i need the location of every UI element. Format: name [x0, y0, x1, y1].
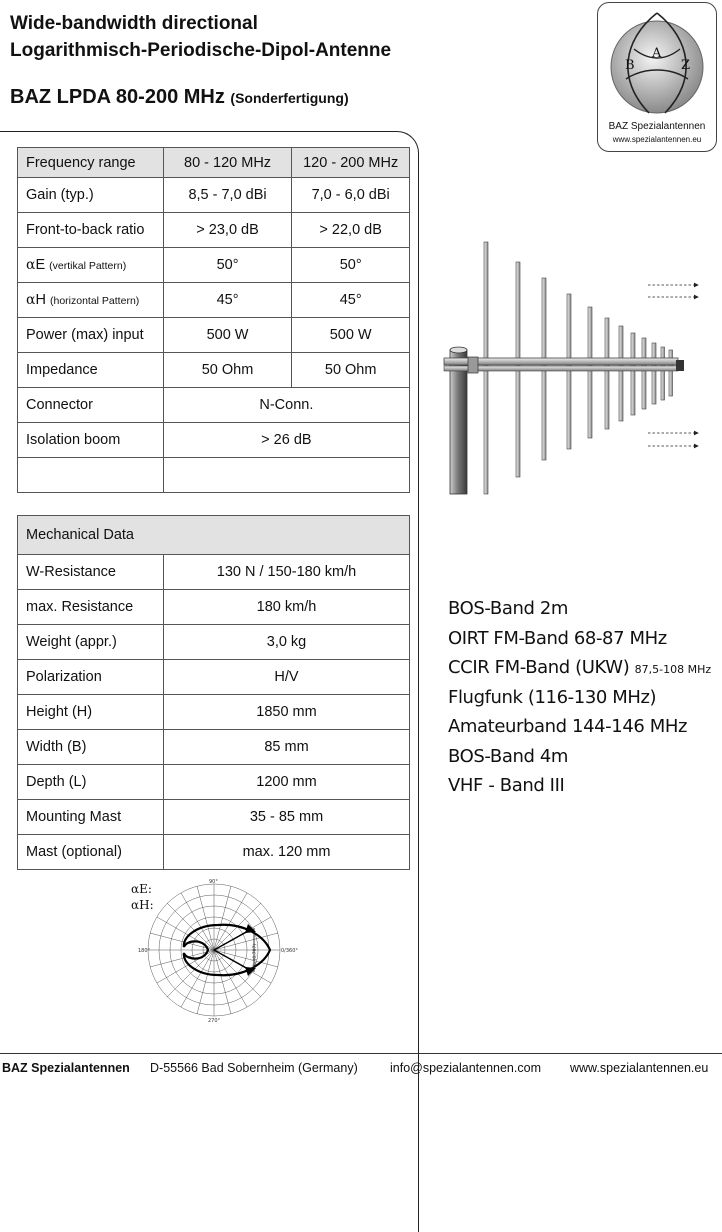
band-item: Amateurband 144-146 MHz: [448, 716, 688, 737]
table-row: [18, 248, 410, 283]
row-value: N-Conn.: [163, 388, 409, 423]
mast-icon: [450, 350, 467, 494]
row-label: Connector: [18, 388, 164, 423]
row-label: Height (H): [18, 695, 164, 730]
row-value: 35 - 85 mm: [164, 800, 410, 835]
table-row: [18, 388, 410, 423]
header-band-1: 80 - 120 MHz: [163, 148, 292, 178]
pattern-deg-left: 180°: [138, 948, 151, 954]
table-row: [18, 695, 410, 730]
row-value-2: 500 W: [292, 318, 410, 353]
table-row: [18, 318, 410, 353]
row-value-2: > 22,0 dB: [292, 213, 410, 248]
table-row: [18, 178, 410, 213]
row-label: Width (B): [18, 730, 164, 765]
footer-email[interactable]: info@spezialantennen.com: [390, 1061, 541, 1075]
logo-letter-z: Z: [681, 58, 691, 73]
table-row: [18, 765, 410, 800]
mechanical-title: Mechanical Data: [18, 516, 410, 555]
empty-cell: [18, 458, 164, 493]
row-label: Polarization: [18, 660, 164, 695]
logo-emblem-icon: [604, 9, 710, 119]
title-line-1: Wide-bandwidth directional: [10, 13, 258, 34]
row-value-1: 8,5 - 7,0 dBi: [163, 178, 292, 213]
title-line-2: Logarithmisch-Periodische-Dipol-Antenne: [10, 40, 392, 61]
band-item: BOS-Band 2m: [448, 598, 569, 619]
band-item: [448, 657, 711, 687]
row-value: H/V: [164, 660, 410, 695]
row-value-1: 50°: [163, 248, 292, 283]
antenna-illustration: [430, 230, 722, 510]
row-label: Gain (typ.): [18, 178, 164, 213]
row-label: Isolation boom: [18, 423, 164, 458]
mechanical-data-table: [17, 515, 410, 870]
footer-address: D-55566 Bad Sobernheim (Germany): [150, 1061, 358, 1075]
band-item: Flugfunk (116-130 MHz): [448, 686, 657, 708]
band-item: OIRT FM-Band 68-87 MHz: [448, 627, 667, 649]
logo-url: www.spezialantennen.eu: [612, 135, 702, 144]
table-row-empty: [18, 458, 410, 493]
row-value-2: 45°: [292, 283, 410, 318]
header-band-2: 120 - 200 MHz: [292, 148, 410, 178]
table-row: [18, 800, 410, 835]
table-row: [18, 353, 410, 388]
row-label-main: H: [35, 292, 46, 308]
table-row: [18, 555, 410, 590]
band-item-note: 87,5-108 MHz: [634, 663, 712, 676]
pattern-label-e: αE:: [131, 882, 152, 896]
table-row: [18, 283, 410, 318]
table-row: [18, 625, 410, 660]
table-row: [18, 660, 410, 695]
row-value-2: 7,0 - 6,0 dBi: [292, 178, 410, 213]
band-item-text: CCIR FM-Band (UKW): [448, 657, 630, 678]
table-header-row: [18, 516, 410, 555]
row-value-1: 500 W: [163, 318, 292, 353]
row-label: Impedance: [18, 353, 164, 388]
pattern-inner-mark: Hb (0,707): [253, 943, 258, 968]
header-frequency-range: Frequency range: [18, 148, 164, 178]
row-value: max. 120 mm: [164, 835, 410, 870]
band-item: BOS-Band 4m: [448, 745, 569, 767]
row-value-2: 50°: [292, 248, 410, 283]
row-value: 130 N / 150-180 km/h: [164, 555, 410, 590]
row-value: 1850 mm: [164, 695, 410, 730]
row-label: max. Resistance: [18, 590, 164, 625]
logo-letter-a: A: [652, 46, 662, 61]
row-label-note: (vertikal Pattern): [49, 260, 127, 272]
footer-website[interactable]: www.spezialantennen.eu: [570, 1061, 709, 1075]
pattern-deg-bottom: 270°: [208, 1018, 221, 1024]
empty-cell: [163, 458, 409, 493]
row-label: Front-to-back ratio: [18, 213, 164, 248]
row-label: Mast (optional): [18, 835, 164, 870]
pattern-label-h: αH:: [131, 898, 154, 912]
row-label-main: E: [35, 257, 46, 273]
pattern-deg-top: 90°: [209, 879, 218, 885]
alpha-symbol: α: [26, 257, 36, 273]
boom-icon: [444, 358, 678, 365]
row-label: Power (max) input: [18, 318, 164, 353]
row-label: [18, 283, 164, 318]
table-row: [18, 730, 410, 765]
row-label: [18, 248, 164, 283]
row-value: 1200 mm: [164, 765, 410, 800]
row-value: 180 km/h: [164, 590, 410, 625]
row-label-note: (horizontal Pattern): [49, 295, 140, 307]
table-row: [18, 835, 410, 870]
table-row: [18, 590, 410, 625]
table-row: [18, 213, 410, 248]
table-header-row: [18, 148, 410, 178]
alpha-symbol: α: [26, 292, 36, 308]
model-note: (Sonderfertigung): [230, 90, 349, 106]
row-label: Depth (L): [18, 765, 164, 800]
row-value-1: 50 Ohm: [163, 353, 292, 388]
electrical-specs-table: [17, 147, 410, 493]
company-logo: [597, 2, 717, 152]
row-value: 3,0 kg: [164, 625, 410, 660]
footer-company: BAZ Spezialantennen: [2, 1061, 130, 1075]
model-name: BAZ LPDA 80-200 MHz: [10, 86, 225, 108]
row-value-1: > 23,0 dB: [163, 213, 292, 248]
row-label: Weight (appr.): [18, 625, 164, 660]
row-label: W-Resistance: [18, 555, 164, 590]
band-item: VHF - Band III: [448, 775, 565, 796]
row-value: 85 mm: [164, 730, 410, 765]
row-value-1: 45°: [163, 283, 292, 318]
row-value: > 26 dB: [163, 423, 409, 458]
footer-divider: [0, 1053, 722, 1054]
row-label: Mounting Mast: [18, 800, 164, 835]
radiation-pattern-diagram: [130, 878, 305, 1028]
logo-letter-b: B: [625, 58, 635, 73]
model-title: [10, 86, 349, 109]
frequency-bands-list: [448, 598, 711, 805]
table-row: [18, 423, 410, 458]
logo-company-name: BAZ Spezialantennen: [608, 121, 706, 132]
row-value-2: 50 Ohm: [292, 353, 410, 388]
pattern-deg-right: 0/360°: [281, 948, 298, 954]
